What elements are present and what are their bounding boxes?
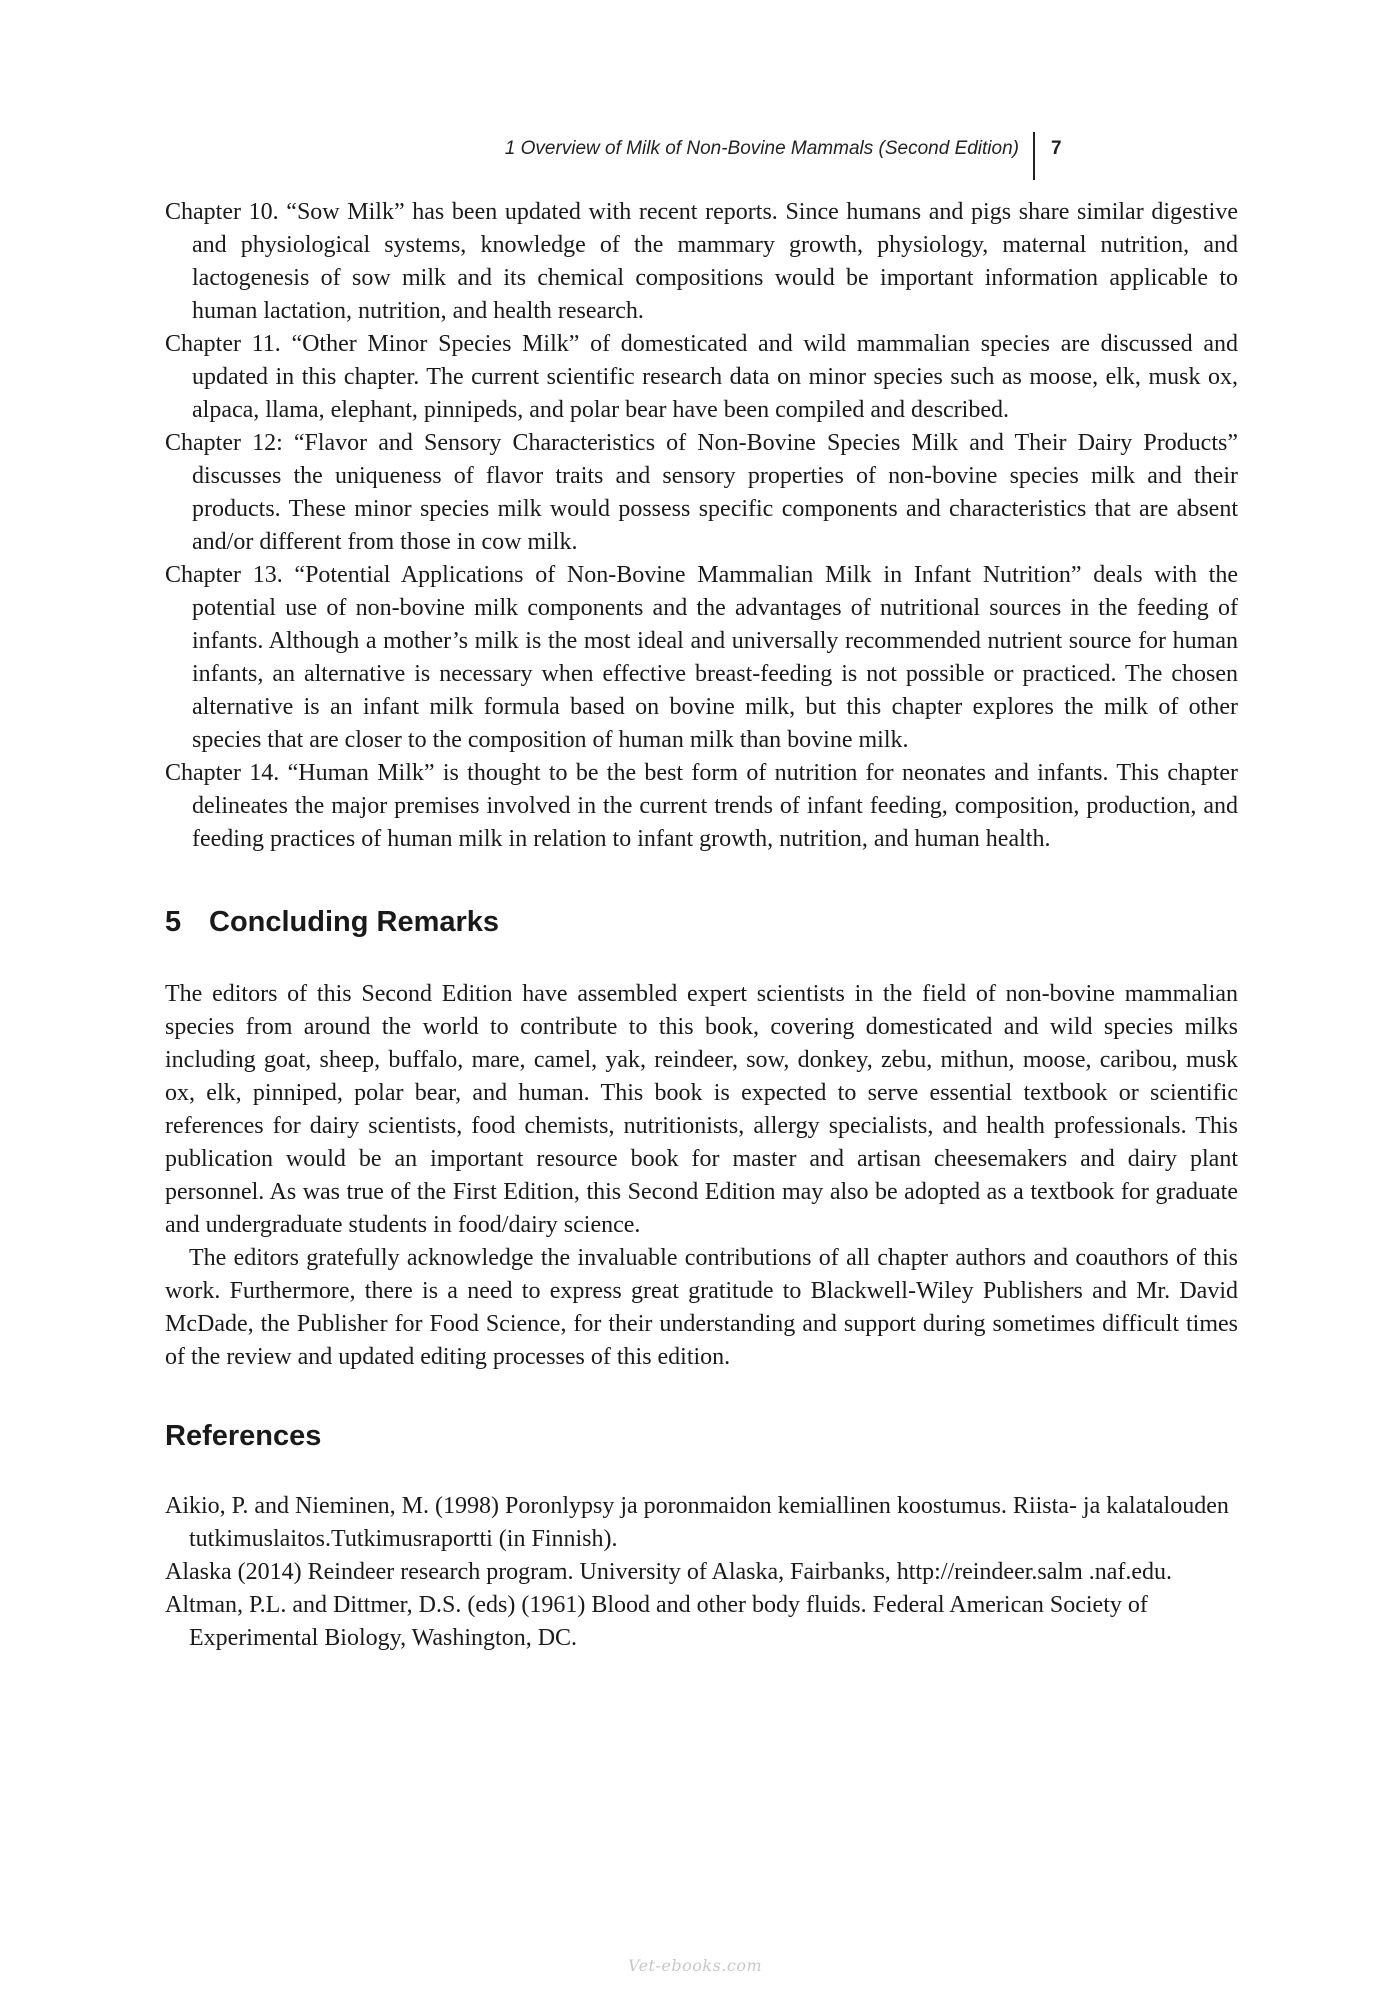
concluding-remarks-heading [165, 904, 1238, 940]
reference-list [165, 1490, 1238, 1655]
chapter-list [165, 196, 1238, 856]
chapter-entry-12: Chapter 12: “Flavor and Sensory Characteristics of Non-Bovine Species Milk and Their Dairy Products” discusses the uniqueness of flavor traits and sensory properties of non-bovine species milk and their products. These minor species milk would possess specific components and characteristics that are absent and/or different from those in cow milk. [165, 430, 1238, 555]
running-header [505, 132, 1035, 180]
concluding-paragraph-2: The editors gratefully acknowledge the invaluable contributions of all chapter authors and coauthors of this work. Furthermore, there is a need to express great gratitude to Blackwell-Wiley Publishers and Mr. David McDade, the Publisher for Food Science, for their understanding and support during sometimes difficult times of the review and updated editing processes of this edition. [165, 1245, 1238, 1370]
running-title: 1 Overview of Milk of Non-Bovine Mammals (Second Edition) [504, 138, 1019, 159]
chapter-entry-13: Chapter 13. “Potential Applications of Non-Bovine Mammalian Milk in Infant Nutrition” deals with the potential use of non-bovine milk components and the advantages of nutritional sources in the feeding of infants. Although a mother’s milk is the most ideal and universally recommended nutrient source for human infants, an alternative is necessary when effective breast-feeding is not possible or practiced. The chosen alternative is an infant milk formula based on bovine milk, but this chapter explores the milk of other species that are closer to the composition of human milk than bovine milk. [165, 562, 1238, 753]
page-number: 7 [1051, 138, 1062, 159]
reference-entry-alaska: Alaska (2014) Reindeer research program. University of Alaska, Fairbanks, http://reindeer.salm .naf.edu. [165, 1559, 1173, 1585]
chapter-entry-10: Chapter 10. “Sow Milk” has been updated with recent reports. Since humans and pigs share similar digestive and physiological systems, knowledge of the mammary growth, physiology, maternal nutrition, and lactogenesis of sow milk and its chemical compositions would be important information applicable to human lactation, nutrition, and health research. [165, 199, 1238, 324]
reference-entry-aikio: Aikio, P. and Nieminen, M. (1998) Poronlypsy ja poronmaidon kemiallinen koostumus. Riista- ja kalatalouden tutkimuslaitos.Tutkimusraportti (in Finnish). [165, 1493, 1229, 1552]
reference-entry-altman: Altman, P.L. and Dittmer, D.S. (eds) (1961) Blood and other body fluids. Federal American Society of Experimental Biology, Washington, DC. [165, 1592, 1148, 1651]
concluding-remarks-body [165, 978, 1238, 1374]
header-divider [1033, 132, 1035, 180]
page-body [165, 196, 1238, 1655]
section-title: Concluding Remarks [209, 906, 500, 938]
section-number: 5 [165, 906, 182, 938]
concluding-paragraph-1: The editors of this Second Edition have assembled expert scientists in the field of non-bovine mammalian species from around the world to contribute to this book, covering domesticated and wild species milks including goat, sheep, buffalo, mare, camel, yak, reindeer, sow, donkey, zebu, mithun, moose, caribou, musk ox, elk, pinniped, polar bear, and human. This book is expected to serve essential textbook or scientific references for dairy scientists, food chemists, nutritionists, allergy specialists, and health professionals. This publication would be an important resource book for master and artisan cheesemakers and dairy plant personnel. As was true of the First Edition, this Second Edition may also be adopted as a textbook for graduate and undergraduate students in food/dairy science. [165, 981, 1238, 1238]
chapter-entry-14: Chapter 14. “Human Milk” is thought to be the best form of nutrition for neonates and infants. This chapter delineates the major premises involved in the current trends of infant feeding, composition, production, and feeding practices of human milk in relation to infant growth, nutrition, and human health. [165, 760, 1238, 852]
references-heading: References [165, 1420, 322, 1452]
watermark-logo: Vet-ebooks.com [628, 1956, 763, 1975]
chapter-entry-11: Chapter 11. “Other Minor Species Milk” of domesticated and wild mammalian species are discussed and updated in this chapter. The current scientific research data on minor species such as moose, elk, musk ox, alpaca, llama, elephant, pinnipeds, and polar bear have been compiled and described. [165, 331, 1238, 423]
